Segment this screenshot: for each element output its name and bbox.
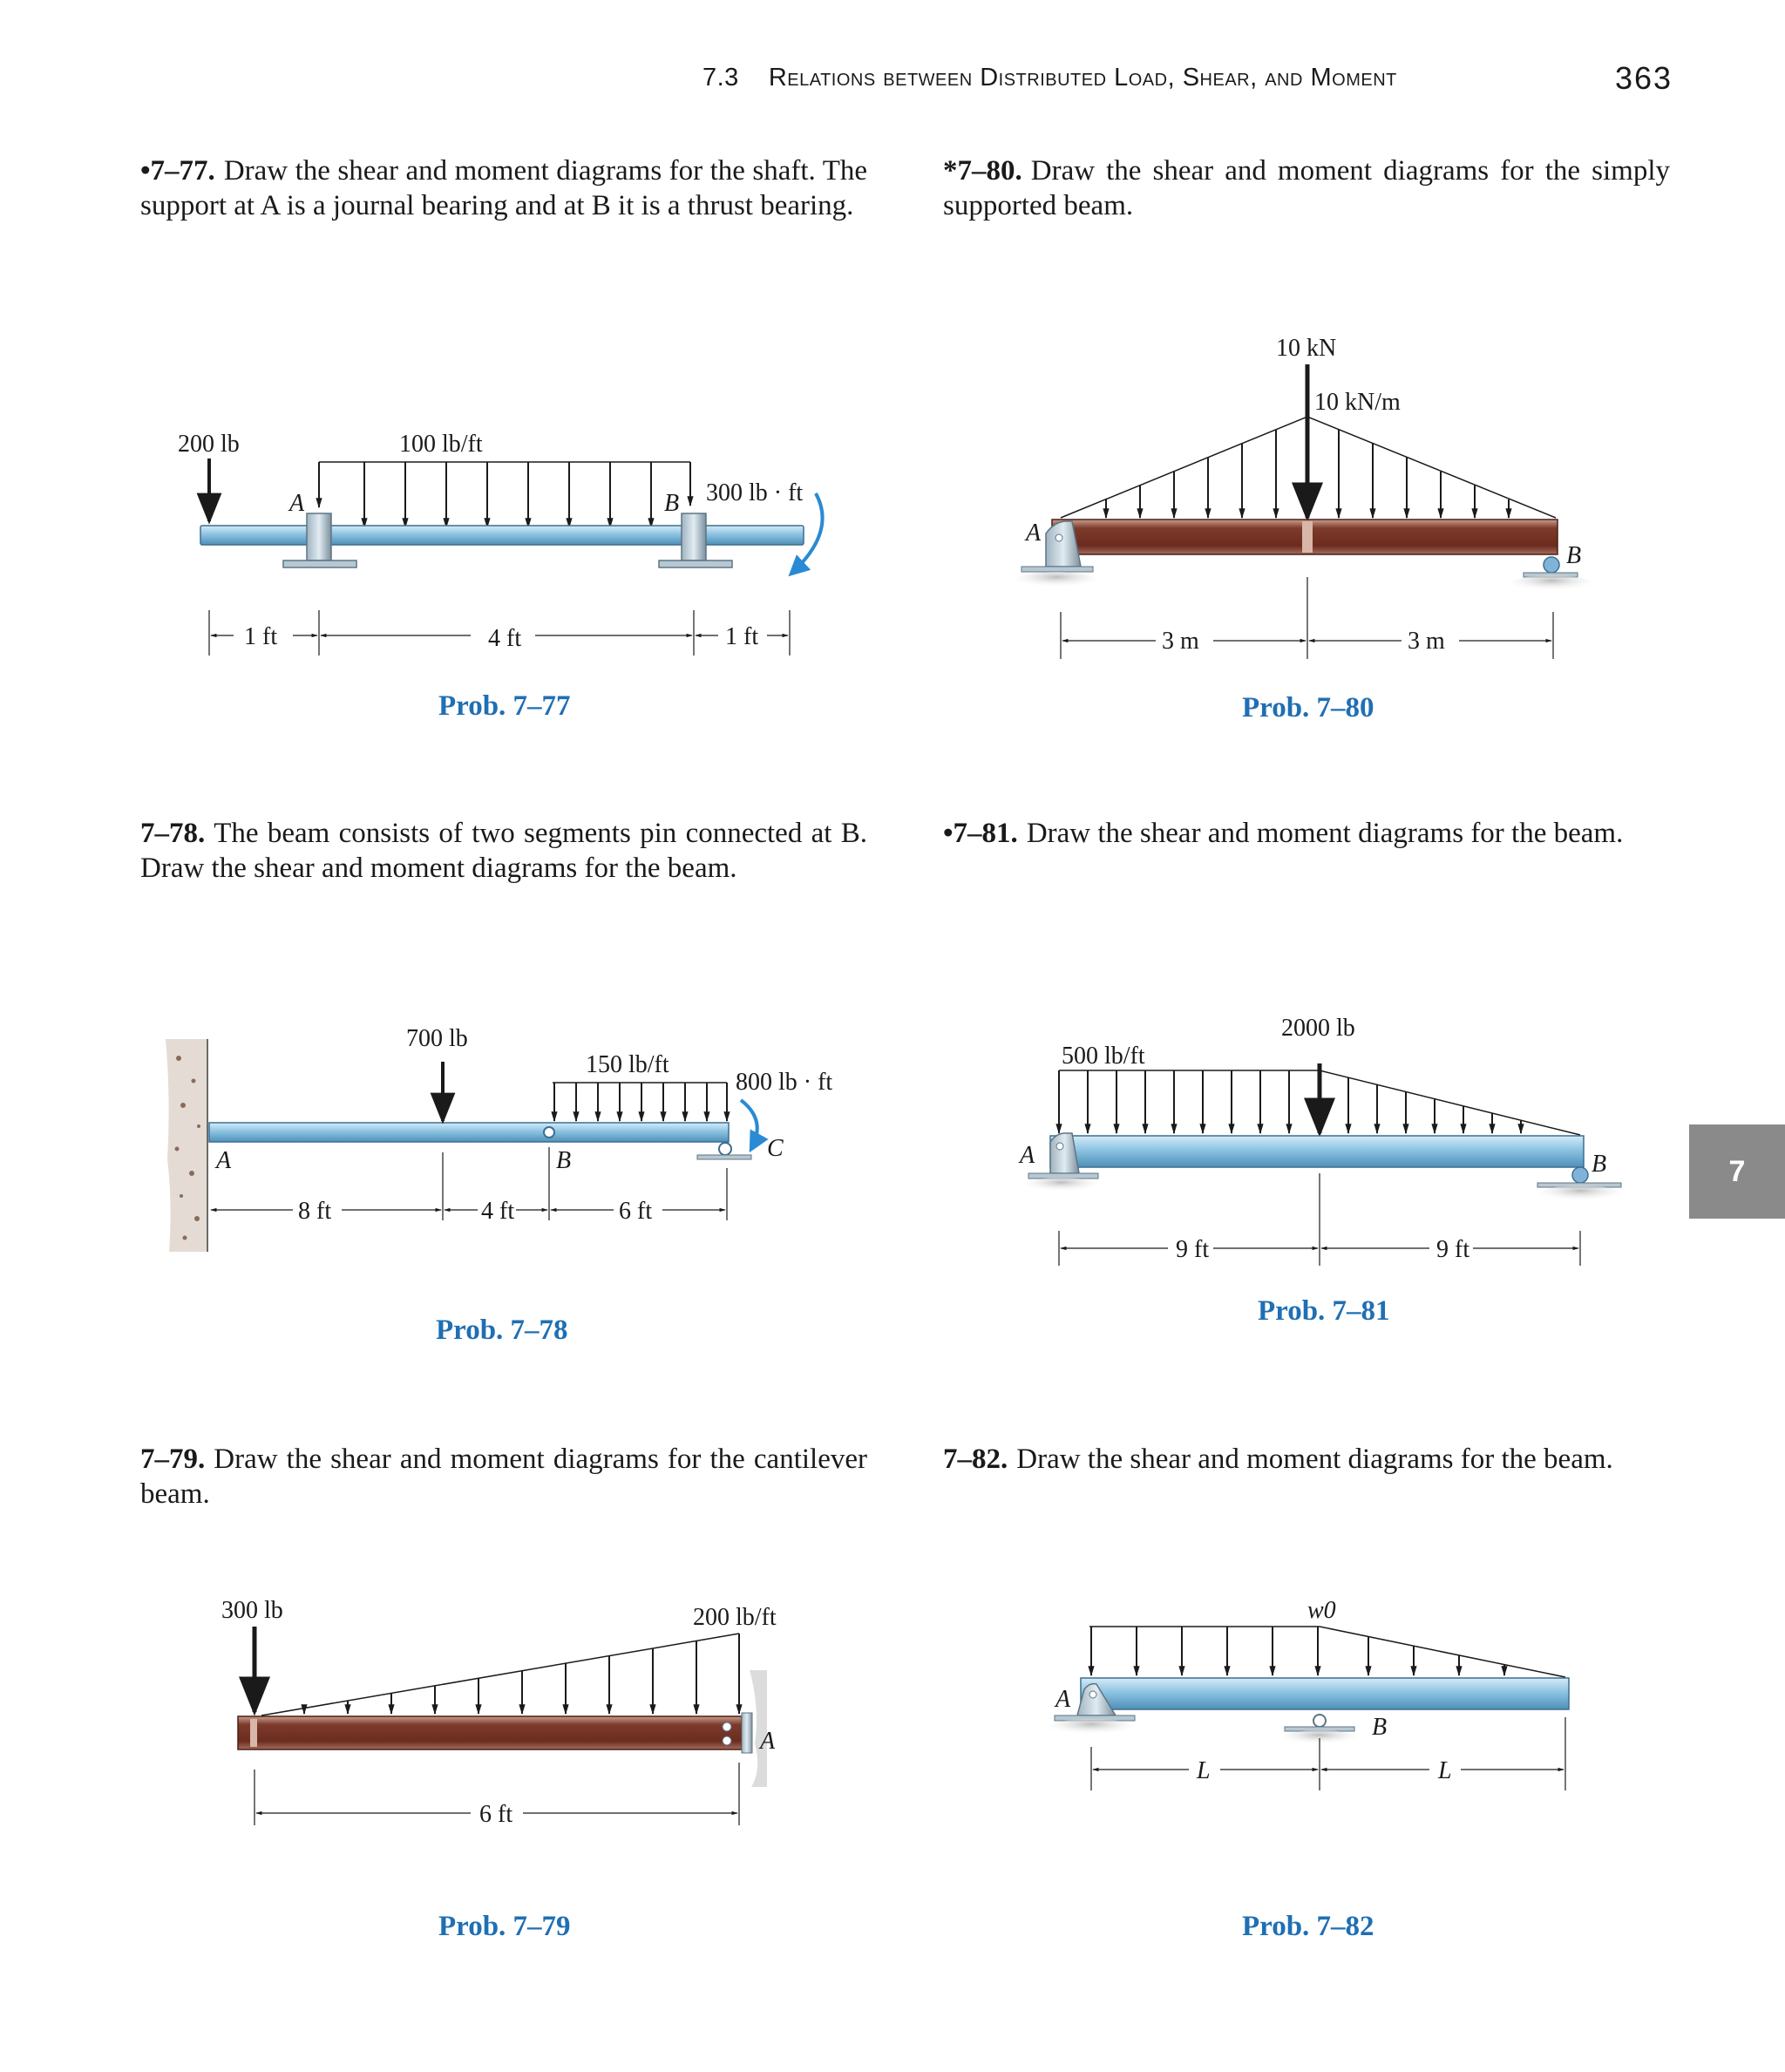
problem-number: 7–79. <box>140 1444 206 1475</box>
problem-statement: Draw the shear and moment diagrams for the beam. <box>1016 1444 1613 1475</box>
caption-7-81: Prob. 7–81 <box>1258 1295 1390 1327</box>
label-300lbft: 300 lb · ft <box>706 479 804 506</box>
dim-9ft-right: 9 ft <box>1436 1236 1470 1263</box>
problem-number: •7–77. <box>140 155 215 187</box>
problem-statement: Draw the shear and moment diagrams for the beam. <box>1026 818 1624 849</box>
label-B: B <box>1372 1714 1388 1741</box>
section-number: 7.3 <box>702 64 739 92</box>
dim-8ft: 8 ft <box>298 1198 332 1225</box>
label-10kNm: 10 kN/m <box>1314 389 1401 416</box>
label-B: B <box>664 490 680 517</box>
figure-7-80 <box>1015 335 1593 659</box>
label-300lb: 300 lb <box>221 1597 283 1624</box>
dim-3m-right: 3 m <box>1408 628 1445 655</box>
figure-7-78 <box>166 1025 832 1252</box>
figure-7-82 <box>1048 1597 1569 1790</box>
problem-statement: Draw the shear and moment diagrams for the simply supported beam. <box>943 155 1670 221</box>
label-B: B <box>556 1147 572 1174</box>
chapter-tab: 7 <box>1689 1124 1785 1219</box>
problem-number: 7–82. <box>943 1444 1008 1475</box>
label-200lbft: 200 lb/ft <box>693 1604 777 1631</box>
dim-9ft-left: 9 ft <box>1176 1236 1210 1263</box>
label-10kN: 10 kN <box>1276 335 1337 362</box>
dim-L-left: L <box>1197 1757 1211 1784</box>
label-800lbft: 800 lb · ft <box>736 1069 833 1096</box>
label-B: B <box>1592 1151 1607 1178</box>
figure-7-79 <box>221 1597 777 1828</box>
figure-7-77 <box>178 431 823 656</box>
dim-3m-left: 3 m <box>1162 628 1199 655</box>
problem-number: *7–80. <box>943 155 1022 187</box>
label-C: C <box>767 1135 784 1162</box>
caption-7-78: Prob. 7–78 <box>436 1315 568 1346</box>
dim-L-right: L <box>1438 1757 1452 1784</box>
label-2000lb: 2000 lb <box>1281 1015 1355 1042</box>
problem-number: •7–81. <box>943 818 1018 849</box>
label-A: A <box>216 1147 232 1174</box>
label-A: A <box>1055 1686 1071 1713</box>
label-w0: w0 <box>1307 1597 1336 1624</box>
page-number: 363 <box>1615 60 1673 96</box>
label-B: B <box>1566 542 1582 569</box>
caption-7-82: Prob. 7–82 <box>1242 1911 1374 1942</box>
problem-number: 7–78. <box>140 818 206 849</box>
dim-6ft: 6 ft <box>479 1801 513 1828</box>
dim-1ft-right: 1 ft <box>725 623 759 650</box>
problem-statement: Draw the shear and moment diagrams for the cantilever beam. <box>140 1444 867 1510</box>
dim-4ft: 4 ft <box>488 625 522 652</box>
label-A: A <box>760 1728 776 1755</box>
label-500lbft: 500 lb/ft <box>1062 1043 1145 1070</box>
label-A: A <box>289 490 305 517</box>
label-700lb: 700 lb <box>406 1025 468 1052</box>
label-A: A <box>1020 1142 1035 1169</box>
section-title: Relations between Distributed Load, Shear, and Moment <box>768 64 1397 92</box>
dim-6ft: 6 ft <box>619 1198 653 1225</box>
figure-7-81 <box>1018 1015 1622 1266</box>
label-100lbft: 100 lb/ft <box>399 431 483 458</box>
dim-1ft-left: 1 ft <box>244 623 278 650</box>
label-A: A <box>1026 520 1042 547</box>
caption-7-79: Prob. 7–79 <box>438 1911 571 1942</box>
label-200lb: 200 lb <box>178 431 240 458</box>
caption-7-77: Prob. 7–77 <box>438 690 571 722</box>
problem-statement: The beam consists of two segments pin connected at B. Draw the shear and moment diagrams for the beam. <box>140 818 867 884</box>
caption-7-80: Prob. 7–80 <box>1242 692 1374 724</box>
dim-4ft: 4 ft <box>481 1198 515 1225</box>
problem-statement: Draw the shear and moment diagrams for the shaft. The support at A is a journal bearing and at B it is a thrust bearing. <box>140 155 867 221</box>
label-150lbft: 150 lb/ft <box>586 1051 669 1078</box>
